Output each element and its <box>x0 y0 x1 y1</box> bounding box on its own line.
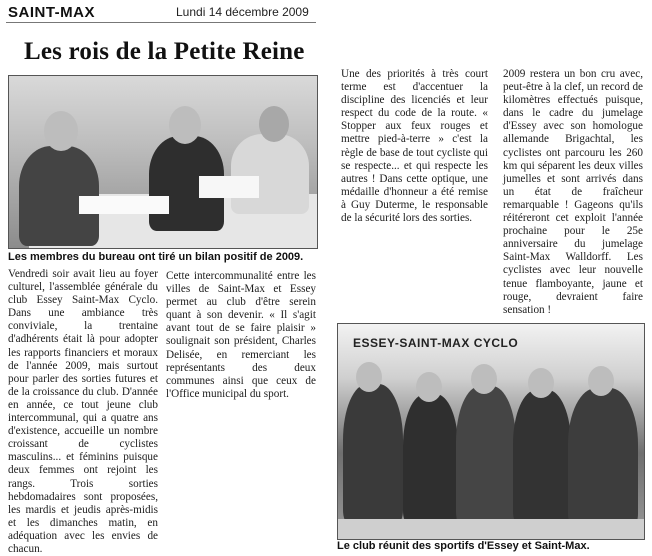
article-column-3: Une des priorités à très court terme est d'accentuer la discipline des licenciés et leur respect du code de la route. « Stopper aux feux rouges et mettre pied-à-terre » c'est la règle de base de tout cycliste qui se respecte... et qui respecte les autres ! Dans cette optique, une médaille d'honneur a été remise à Guy Duterme, le responsable de la sécurité lors des sorties. <box>341 68 488 225</box>
article-headline: Les rois de la Petite Reine <box>24 38 305 65</box>
photo1-caption: Les membres du bureau ont tiré un bilan positif de 2009. <box>8 251 304 263</box>
publication-date: Lundi 14 décembre 2009 <box>176 5 309 19</box>
article-column-1: Vendredi soir avait lieu au foyer culturel, l'assemblée générale du club Essey Saint-Max Cyclo. Dans une ambiance très conviviale, la trentaine d'adhérents était là pour adopter les rapports financiers et moraux de l'année 2009, mais surtout pour parler des sorties futures et de la croissance du club. D'année en année, ce tout jeune club intercommunal, qui a quatre ans d'existence, accueille un nombre croissant de cyclistes masculins... et féminins puisque deux femmes ont rejoint les rangs. Trois sorties hebdomadaires sont proposées, les mardis et jeudis après-midis et les dimanches matin, en adéquation avec les envies de chacun. <box>8 268 158 555</box>
header-rule <box>6 22 316 23</box>
photo2-caption: Le club réunit des sportifs d'Essey et Saint-Max. <box>337 540 590 552</box>
board-members-photo <box>8 75 318 249</box>
article-column-2: Cette intercommunalité entre les villes de Saint-Max et Essey permet au club d'être serein quant à son devenir. « Il s'agit avant tout de se faire plaisir » soulignait son président, Charles Delisée, en remerciant les représentants des deux communes ainsi que ceux de l'Office municipal du sport. <box>166 270 316 400</box>
section-title: SAINT-MAX <box>8 4 95 21</box>
article-column-4: 2009 restera un bon cru avec, peut-être à la clef, un record de kilomètres effectués puisque, dans le cadre du jumelage d'Essey avec son homologue allemande Brigachtal, les cyclistes ont parcouru les 260 km qui séparent les deux villes jumelles et sont arrivés dans un état de fraîcheur remarquable ! Gageons qu'ils réitéreront cet exploit l'année prochaine pour le 25e anniversaire du jumelage Saint-Max Walldorff. Les cyclistes avec leur nouvelle tenue flamboyante, jaune et rouge, devraient faire sensation ! <box>503 68 643 316</box>
club-banner-text: ESSEY-SAINT-MAX CYCLO <box>353 336 519 350</box>
club-group-photo <box>337 323 645 540</box>
